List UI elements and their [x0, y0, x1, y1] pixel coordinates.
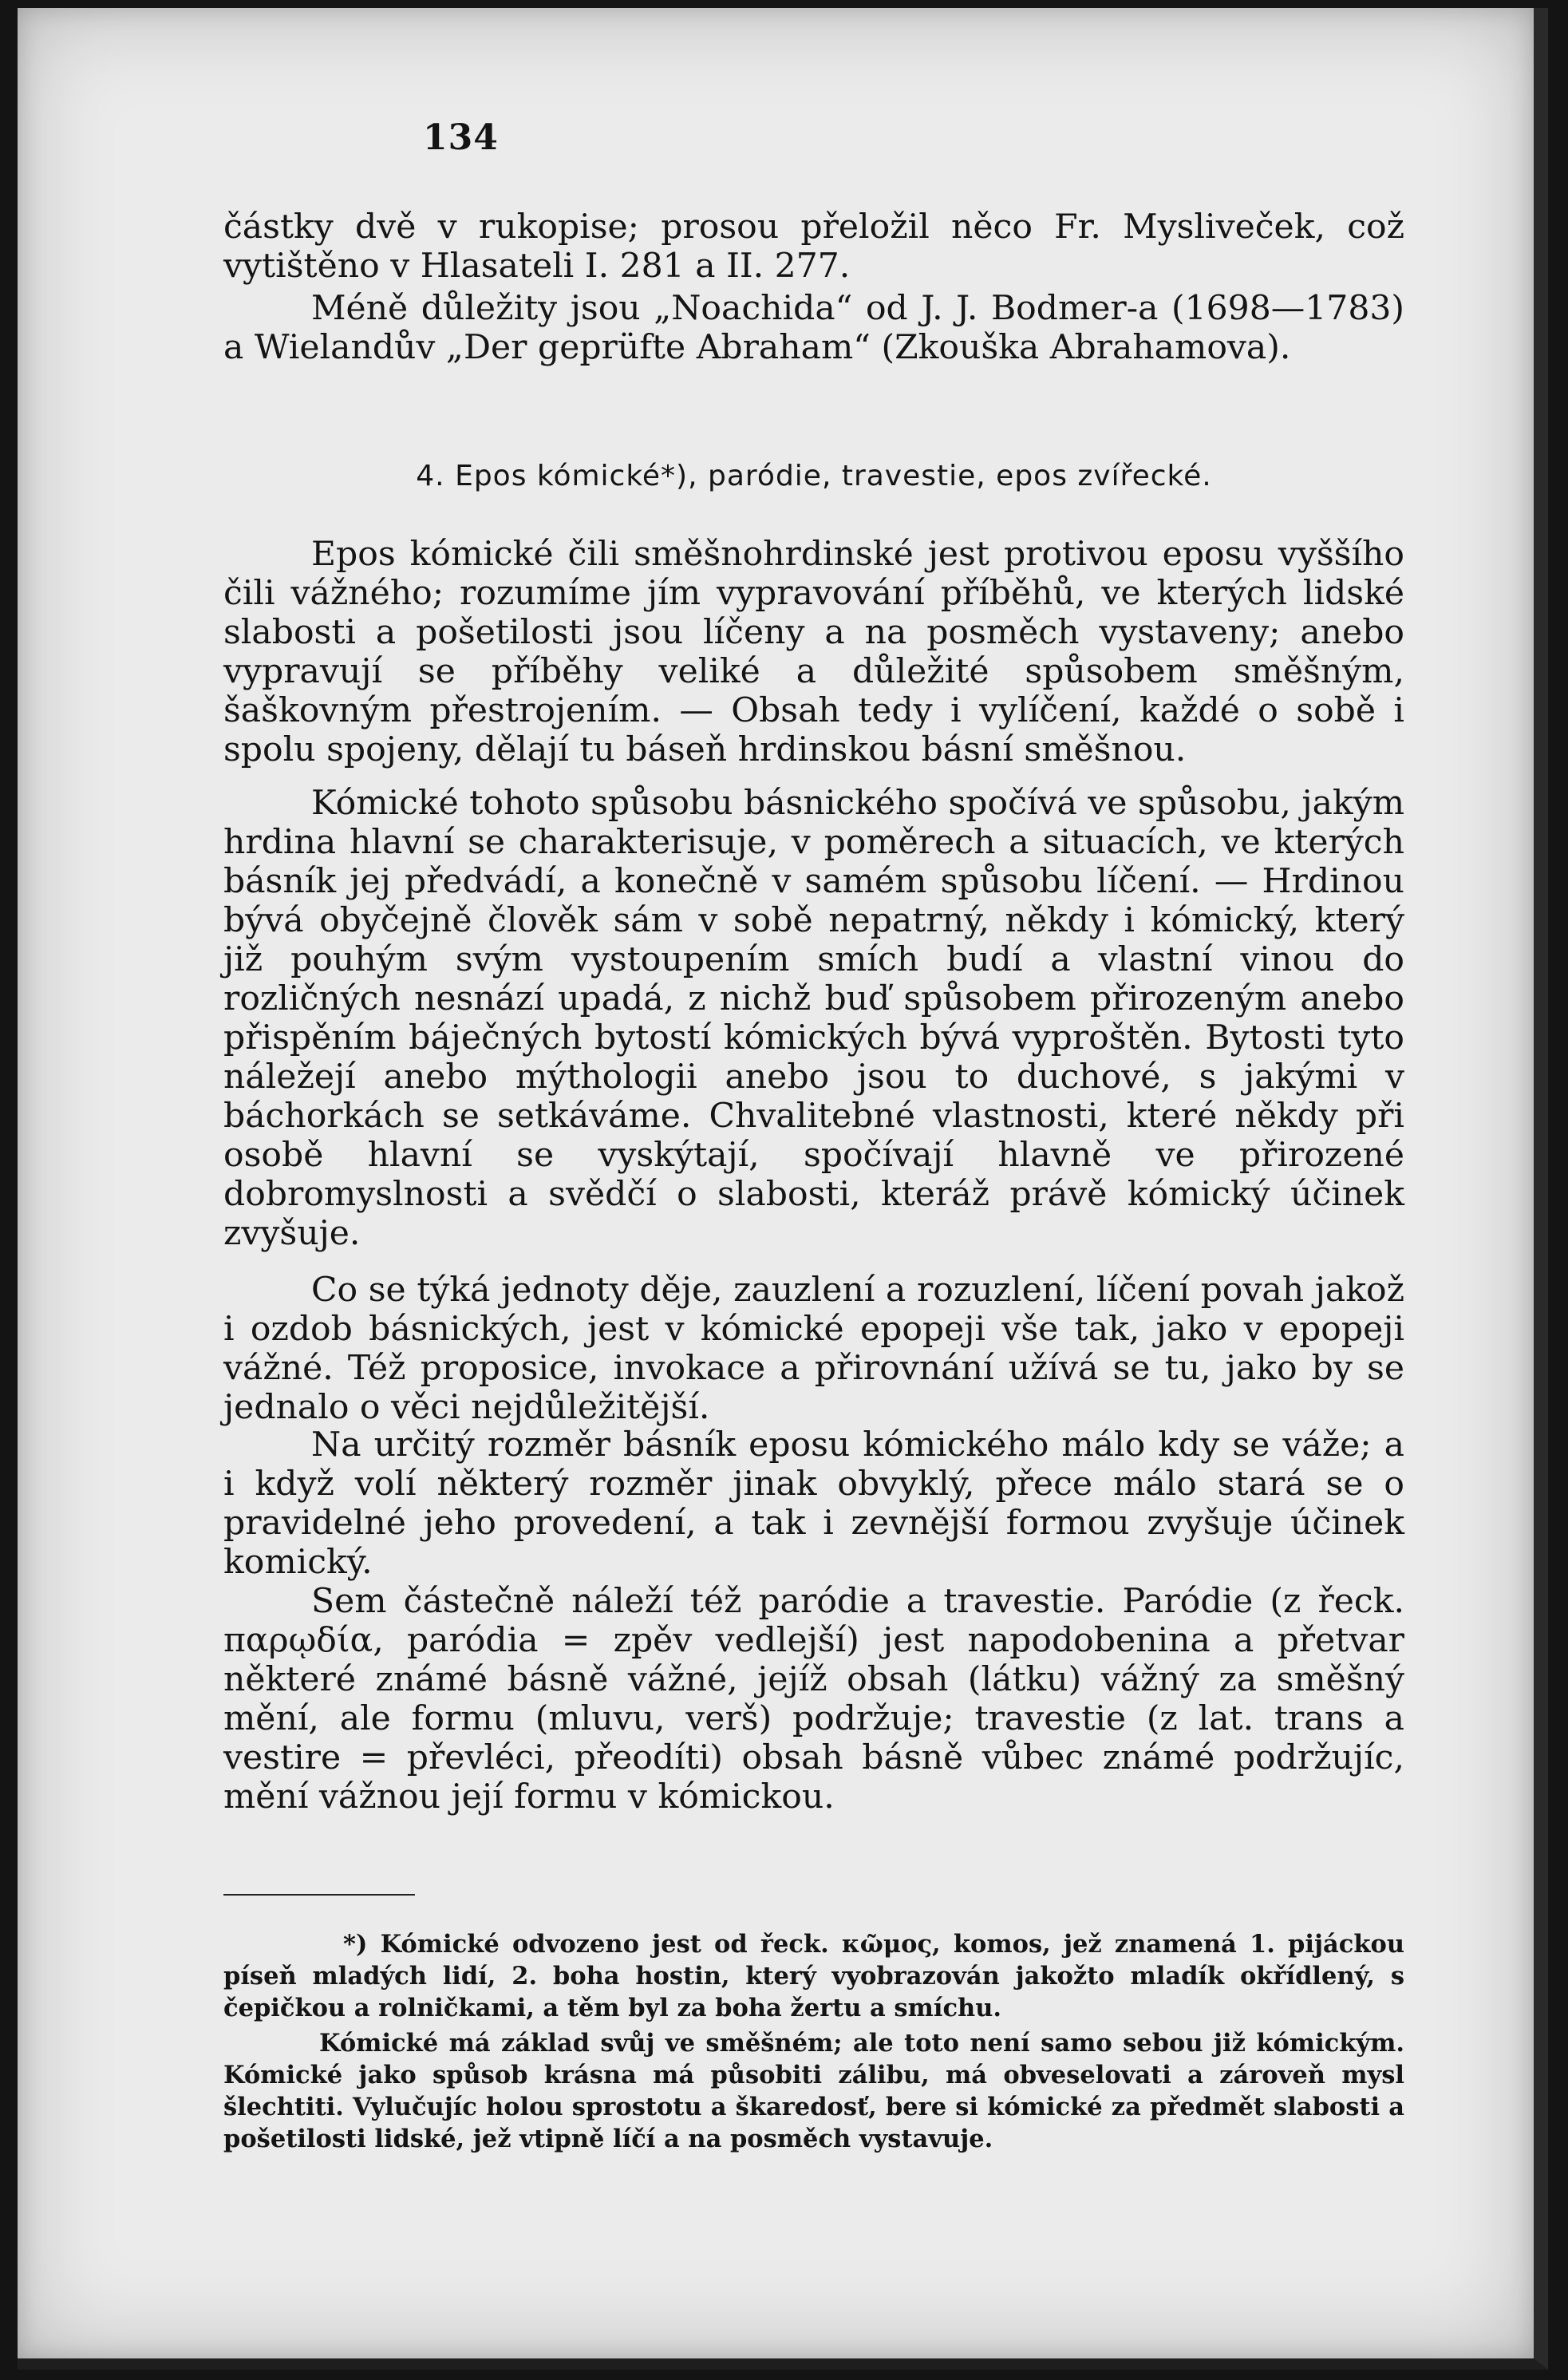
intro-paragraph-1: částky dvě v rukopise; prosou přeložil něco Fr. Mysliveček, což vytištěno v Hlasateli I. 281 a II. 277.	[223, 208, 1404, 286]
footnote-divider	[223, 1894, 415, 1896]
footnote-1: *) Kómické odvozeno jest od řeck. κῶμος, komos, jež znamená 1. pijáckou píseň mladých lidí, 2. boha hostin, který vyobrazován jakožto mladík okřídlený, s čepičkou a rolničkami, a těm byl za boha žertu a smíchu.	[223, 1930, 1404, 2022]
body-paragraph-3: Co se týká jednoty děje, zauzlení a rozuzlení, líčení povah jakož i ozdob básnických, jest v kómické epopeji vše tak, jako v epopeji vážné. Též proposice, invokace a přirovnání užívá se tu, jako by se jednalo o věci nejdůležitější.	[223, 1271, 1404, 1427]
intro-paragraph-2: Méně důležity jsou „Noachida“ od J. J. Bodmer-a (1698—1783) a Wielandův „Der geprüfte Abraham“ (Zkouška Abrahamova).	[223, 289, 1404, 367]
body-paragraph-1: Epos kómické čili směšnohrdinské jest protivou eposu vyššího čili vážného; rozumíme jím vypravování příběhů, ve kterých lidské slabosti a pošetilosti jsou líčeny a na posměch vystaveny; anebo vypravují se příběhy veliké a důležité spůsobem směšným, šaškovným přestrojením. — Obsah tedy i vylíčení, každé o sobě i spolu spojeny, dělají tu báseň hrdinskou básní směšnou.	[223, 535, 1404, 769]
page-number: 134	[423, 117, 499, 158]
body-paragraph-2: Kómické tohoto spůsobu básnického spočívá ve spůsobu, jakým hrdina hlavní se charakterisuje, v poměrech a situacích, ve kterých básník jej předvádí, a konečně v samém spůsobu líčení. — Hrdinou bývá obyčejně člověk sám v sobě nepatrný, někdy i kómický, který již pouhým svým vystoupením smích budí a vlastní vinou do rozličných nesnází upadá, z nichž buď spůsobem přirozeným anebo přispěním báječných bytostí kómických bývá vyproštěn. Bytosti tyto náležejí anebo mýthologii anebo jsou to duchové, s jakými v báchorkách se setkáváme. Chvalitebné vlastnosti, které někdy při osobě hlavní se vyskýtají, spočívají hlavně ve přirozené dobromyslnosti a svědčí o slabosti, kteráž právě kómický účinek zvyšuje.	[223, 784, 1404, 1253]
section-heading: 4. Epos kómické*), paródie, travestie, epos zvířecké.	[416, 460, 1212, 492]
book-page	[18, 8, 1548, 2370]
footnote-2: Kómické má základ svůj ve směšném; ale toto není samo sebou již kómickým. Kómické jako spůsob krásna má působiti zálibu, má obveselovati a zároveň mysl šlechtiti. Vylučujíc holou sprostotu a škaredosť, bere si kómické za předmět slabosti a pošetilosti lidské, jež vtipně líčí a na posměch vystavuje.	[223, 2029, 1404, 2153]
body-paragraph-4: Na určitý rozměr básník eposu kómického málo kdy se váže; a i když volí některý rozměr jinak obvyklý, přece málo stará se o pravidelné jeho provedení, a tak i zevnější formou zvyšuje účinek komický.	[223, 1425, 1404, 1582]
body-paragraph-5: Sem částečně náleží též paródie a travestie. Paródie (z řeck. παρῳδία, paródia = zpěv vedlejší) jest napodobenina a přetvar některé známé básně vážné, jejíž obsah (látku) vážný za směšný mění, ale formu (mluvu, verš) podržuje; travestie (z lat. trans a vestire = převléci, přeodíti) obsah básně vůbec známé podržujíc, mění vážnou její formu v kómickou.	[223, 1582, 1404, 1817]
